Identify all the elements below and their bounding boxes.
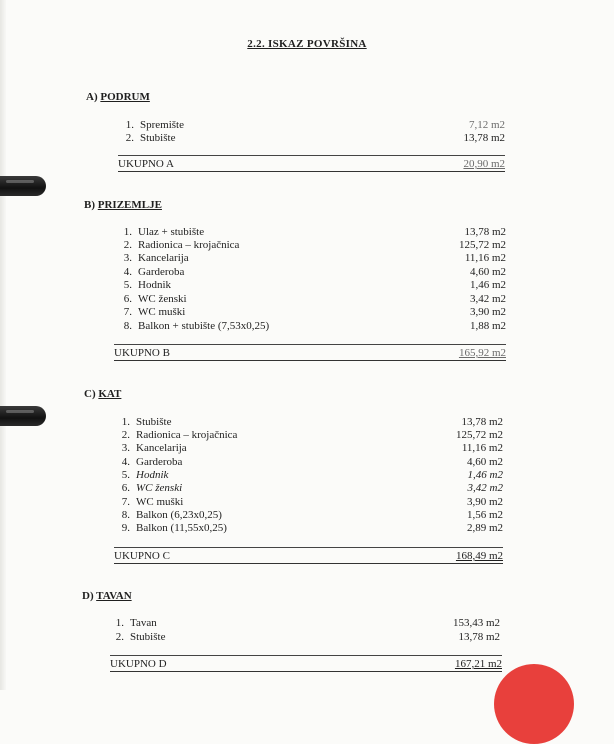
item-label: Hodnik <box>138 279 171 291</box>
list-item <box>118 238 506 252</box>
item-value: 167,21 m2 <box>454 658 502 670</box>
item-value: 11,16 m2 <box>464 252 506 264</box>
list-item <box>118 225 506 239</box>
item-number: 5. <box>121 469 130 481</box>
item-value: 20,90 m2 <box>463 158 505 170</box>
binder-clip-bottom <box>0 406 46 426</box>
section-c-total <box>114 549 503 563</box>
list-item <box>118 278 506 292</box>
text: UKUPNO B <box>114 347 170 359</box>
item-value: 11,16 m2 <box>461 442 503 454</box>
item-label: Tavan <box>130 617 157 629</box>
item-value: 3,90 m2 <box>466 496 503 508</box>
item-number: 2. <box>123 239 132 251</box>
item-label: Hodnik <box>136 469 169 481</box>
item-label: Balkon (6,23x0,25) <box>136 509 222 521</box>
list-item <box>116 415 503 429</box>
item-label: Stubište <box>130 631 166 643</box>
item-label: WC muški <box>138 306 186 318</box>
item-value: 1,46 m2 <box>467 469 503 481</box>
item-number: 1. <box>121 416 130 428</box>
item-number: 4. <box>121 456 130 468</box>
item-label: Stubište <box>136 416 172 428</box>
item-number: 5. <box>123 279 132 291</box>
item-label: Balkon + stubište (7,53x0,25) <box>138 320 270 332</box>
item-number: 4. <box>123 266 132 278</box>
section-d-total <box>110 657 502 671</box>
item-number: 9. <box>121 522 130 534</box>
section-a-name: PODRUM <box>100 91 150 103</box>
item-label: Radionica – krojačnica <box>138 239 240 251</box>
text: UKUPNO D <box>110 658 167 670</box>
item-label: WC ženski <box>136 482 183 494</box>
item-label: Kancelarija <box>136 442 187 454</box>
item-label: Radionica – krojačnica <box>136 429 238 441</box>
item-value: 1,56 m2 <box>466 509 503 521</box>
item-value: 7,12 m2 <box>468 119 505 131</box>
section-d-name: TAVAN <box>96 590 132 602</box>
item-label: WC ženski <box>138 293 187 305</box>
list-item <box>116 495 503 509</box>
item-value: 4,60 m2 <box>469 266 506 278</box>
item-number: 7. <box>123 306 132 318</box>
item-number: 3. <box>123 252 132 264</box>
list-item <box>118 292 506 306</box>
list-item <box>118 265 506 279</box>
binder-edge <box>0 0 6 690</box>
list-item <box>120 118 505 132</box>
item-label: Balkon (11,55x0,25) <box>136 522 227 534</box>
item-number: 1. <box>115 617 124 629</box>
item-number: 6. <box>121 482 130 494</box>
text: UKUPNO C <box>114 550 170 562</box>
item-number: 7. <box>121 496 130 508</box>
item-number: 2. <box>121 429 130 441</box>
list-item <box>118 251 506 265</box>
list-item <box>120 131 505 145</box>
item-value: 4,60 m2 <box>466 456 503 468</box>
item-number: 1. <box>123 226 132 238</box>
list-item <box>116 455 503 469</box>
section-c-prefix: C) <box>84 388 96 400</box>
list-item <box>116 441 503 455</box>
item-value: 2,89 m2 <box>466 522 503 534</box>
list-item <box>116 428 503 442</box>
section-a-heading <box>86 91 150 103</box>
item-label: WC muški <box>136 496 184 508</box>
section-a-total <box>118 157 505 171</box>
item-value: 1,88 m2 <box>469 320 506 332</box>
list-item <box>110 630 500 644</box>
item-number: 1. <box>125 119 134 131</box>
item-number: 2. <box>115 631 124 643</box>
section-b-total <box>114 346 506 360</box>
item-number: 2. <box>125 132 134 144</box>
list-item <box>116 521 503 535</box>
item-number: 6. <box>123 293 132 305</box>
item-value: 3,42 m2 <box>469 293 506 305</box>
list-item <box>118 319 506 333</box>
section-a-prefix: A) <box>86 91 98 103</box>
item-label: Stubište <box>140 132 176 144</box>
list-item <box>116 481 503 495</box>
item-value: 1,46 m2 <box>469 279 506 291</box>
item-value: 125,72 m2 <box>455 429 503 441</box>
item-value: 168,49 m2 <box>455 550 503 562</box>
document-title: 2.2. ISKAZ POVRŠINA <box>247 38 367 50</box>
text: UKUPNO A <box>118 158 174 170</box>
item-number: 8. <box>121 509 130 521</box>
item-value: 13,78 m2 <box>458 631 500 643</box>
item-label: Garderoba <box>136 456 183 468</box>
section-c-name: KAT <box>98 388 122 400</box>
section-d-prefix: D) <box>82 590 94 602</box>
section-b-name: PRIZEMLJE <box>97 199 162 211</box>
red-sticker <box>494 664 574 744</box>
item-label: Spremište <box>140 119 184 131</box>
item-value: 13,78 m2 <box>461 416 503 428</box>
item-value: 13,78 m2 <box>464 226 506 238</box>
list-item <box>110 616 500 630</box>
section-b-heading <box>84 199 162 211</box>
item-value: 153,43 m2 <box>452 617 500 629</box>
item-label: Garderoba <box>138 266 185 278</box>
item-value: 3,90 m2 <box>469 306 506 318</box>
item-label: Kancelarija <box>138 252 189 264</box>
item-value: 125,72 m2 <box>458 239 506 251</box>
list-item <box>118 305 506 319</box>
list-item <box>116 508 503 522</box>
section-d-heading <box>82 590 132 602</box>
item-label: Ulaz + stubište <box>138 226 205 238</box>
item-number: 8. <box>123 320 132 332</box>
item-value: 13,78 m2 <box>463 132 505 144</box>
item-value: 165,92 m2 <box>458 347 506 359</box>
section-c-heading <box>84 388 121 400</box>
item-value: 3,42 m2 <box>467 482 503 494</box>
binder-clip-top <box>0 176 46 196</box>
item-number: 3. <box>121 442 130 454</box>
section-b-prefix: B) <box>84 199 95 211</box>
list-item <box>116 468 503 482</box>
